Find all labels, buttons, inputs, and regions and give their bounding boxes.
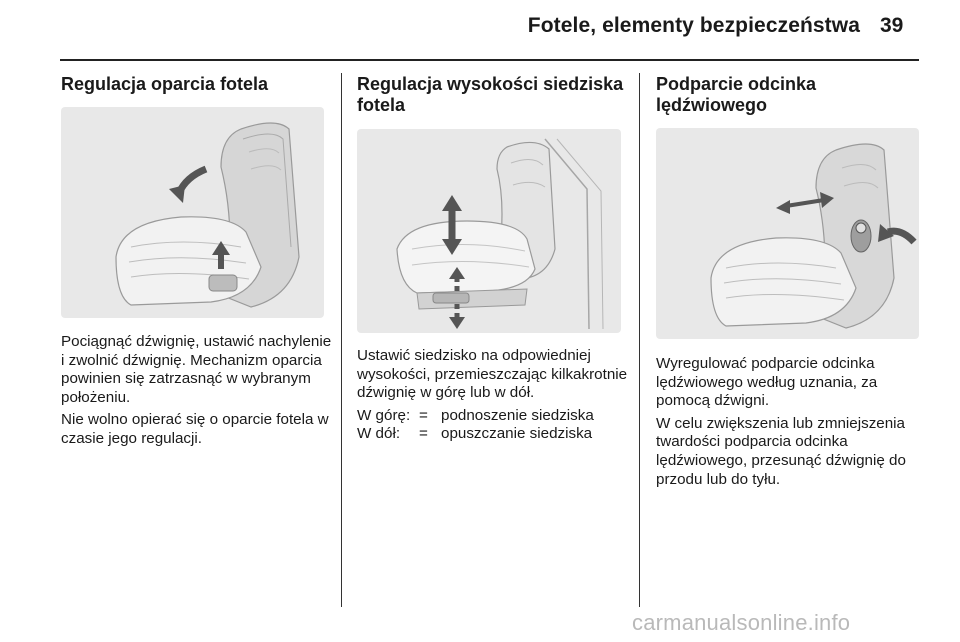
header-rule [60,59,919,61]
table-sep-up: = [419,406,428,424]
section-heading-lumbar: Podparcie odcinka lędźwiowego [656,74,817,115]
backrest-illustration [61,107,324,318]
lumbar-text [656,355,926,493]
backrest-paragraph-1: Pociągnąć dźwignię, ustawić nachylenie i zwolnić dźwignię. Mechanizm oparcia powinien się zatrzasnąć w wybranym położeniu. [61,333,332,406]
section-lumbar-support [656,74,926,116]
backrest-text [61,333,333,453]
page-number: 39 [880,14,904,37]
column-divider-1 [341,73,342,607]
section-seat-height [357,74,632,116]
seat-height-illustration [357,129,621,333]
lumbar-paragraph-1: Wyregulować podparcie odcinka lędźwiowego według uznania, za pomocą dźwigni. [656,355,878,410]
column-divider-2 [639,73,640,607]
table-key-down: W dół: [357,425,401,443]
section-heading-seat-height: Regulacja wysokości siedziska fotela [357,74,624,115]
watermark-text: carmanualsonline.info [632,610,851,635]
backrest-paragraph-2: Nie wolno opierać się o oparcie fotela w czasie jego regulacji. [61,411,329,447]
seat-height-text [357,347,632,444]
table-key-up: W górę: [357,406,411,424]
lumbar-illustration [656,128,919,339]
page-header-title: Fotele, elementy bezpieczeństwa [527,14,860,37]
section-backrest [61,74,331,95]
table-value-down: opuszczanie siedziska [441,425,593,443]
section-heading-backrest: Regulacja oparcia fotela [61,74,269,94]
seat-height-paragraph-1: Ustawić siedzisko na odpowiedniej wysokości, przemieszczając kilkakrotnie dźwignię w górę lub w dół. [357,347,628,402]
seat-height-table [357,407,632,444]
lumbar-paragraph-2: W celu zwiększenia lub zmniejszenia twardości podparcia odcinka lędźwiowego, przesunąć dźwignię do przodu lub do tyłu. [656,414,906,488]
table-value-up: podnoszenie siedziska [441,406,594,424]
table-sep-down: = [419,425,428,443]
